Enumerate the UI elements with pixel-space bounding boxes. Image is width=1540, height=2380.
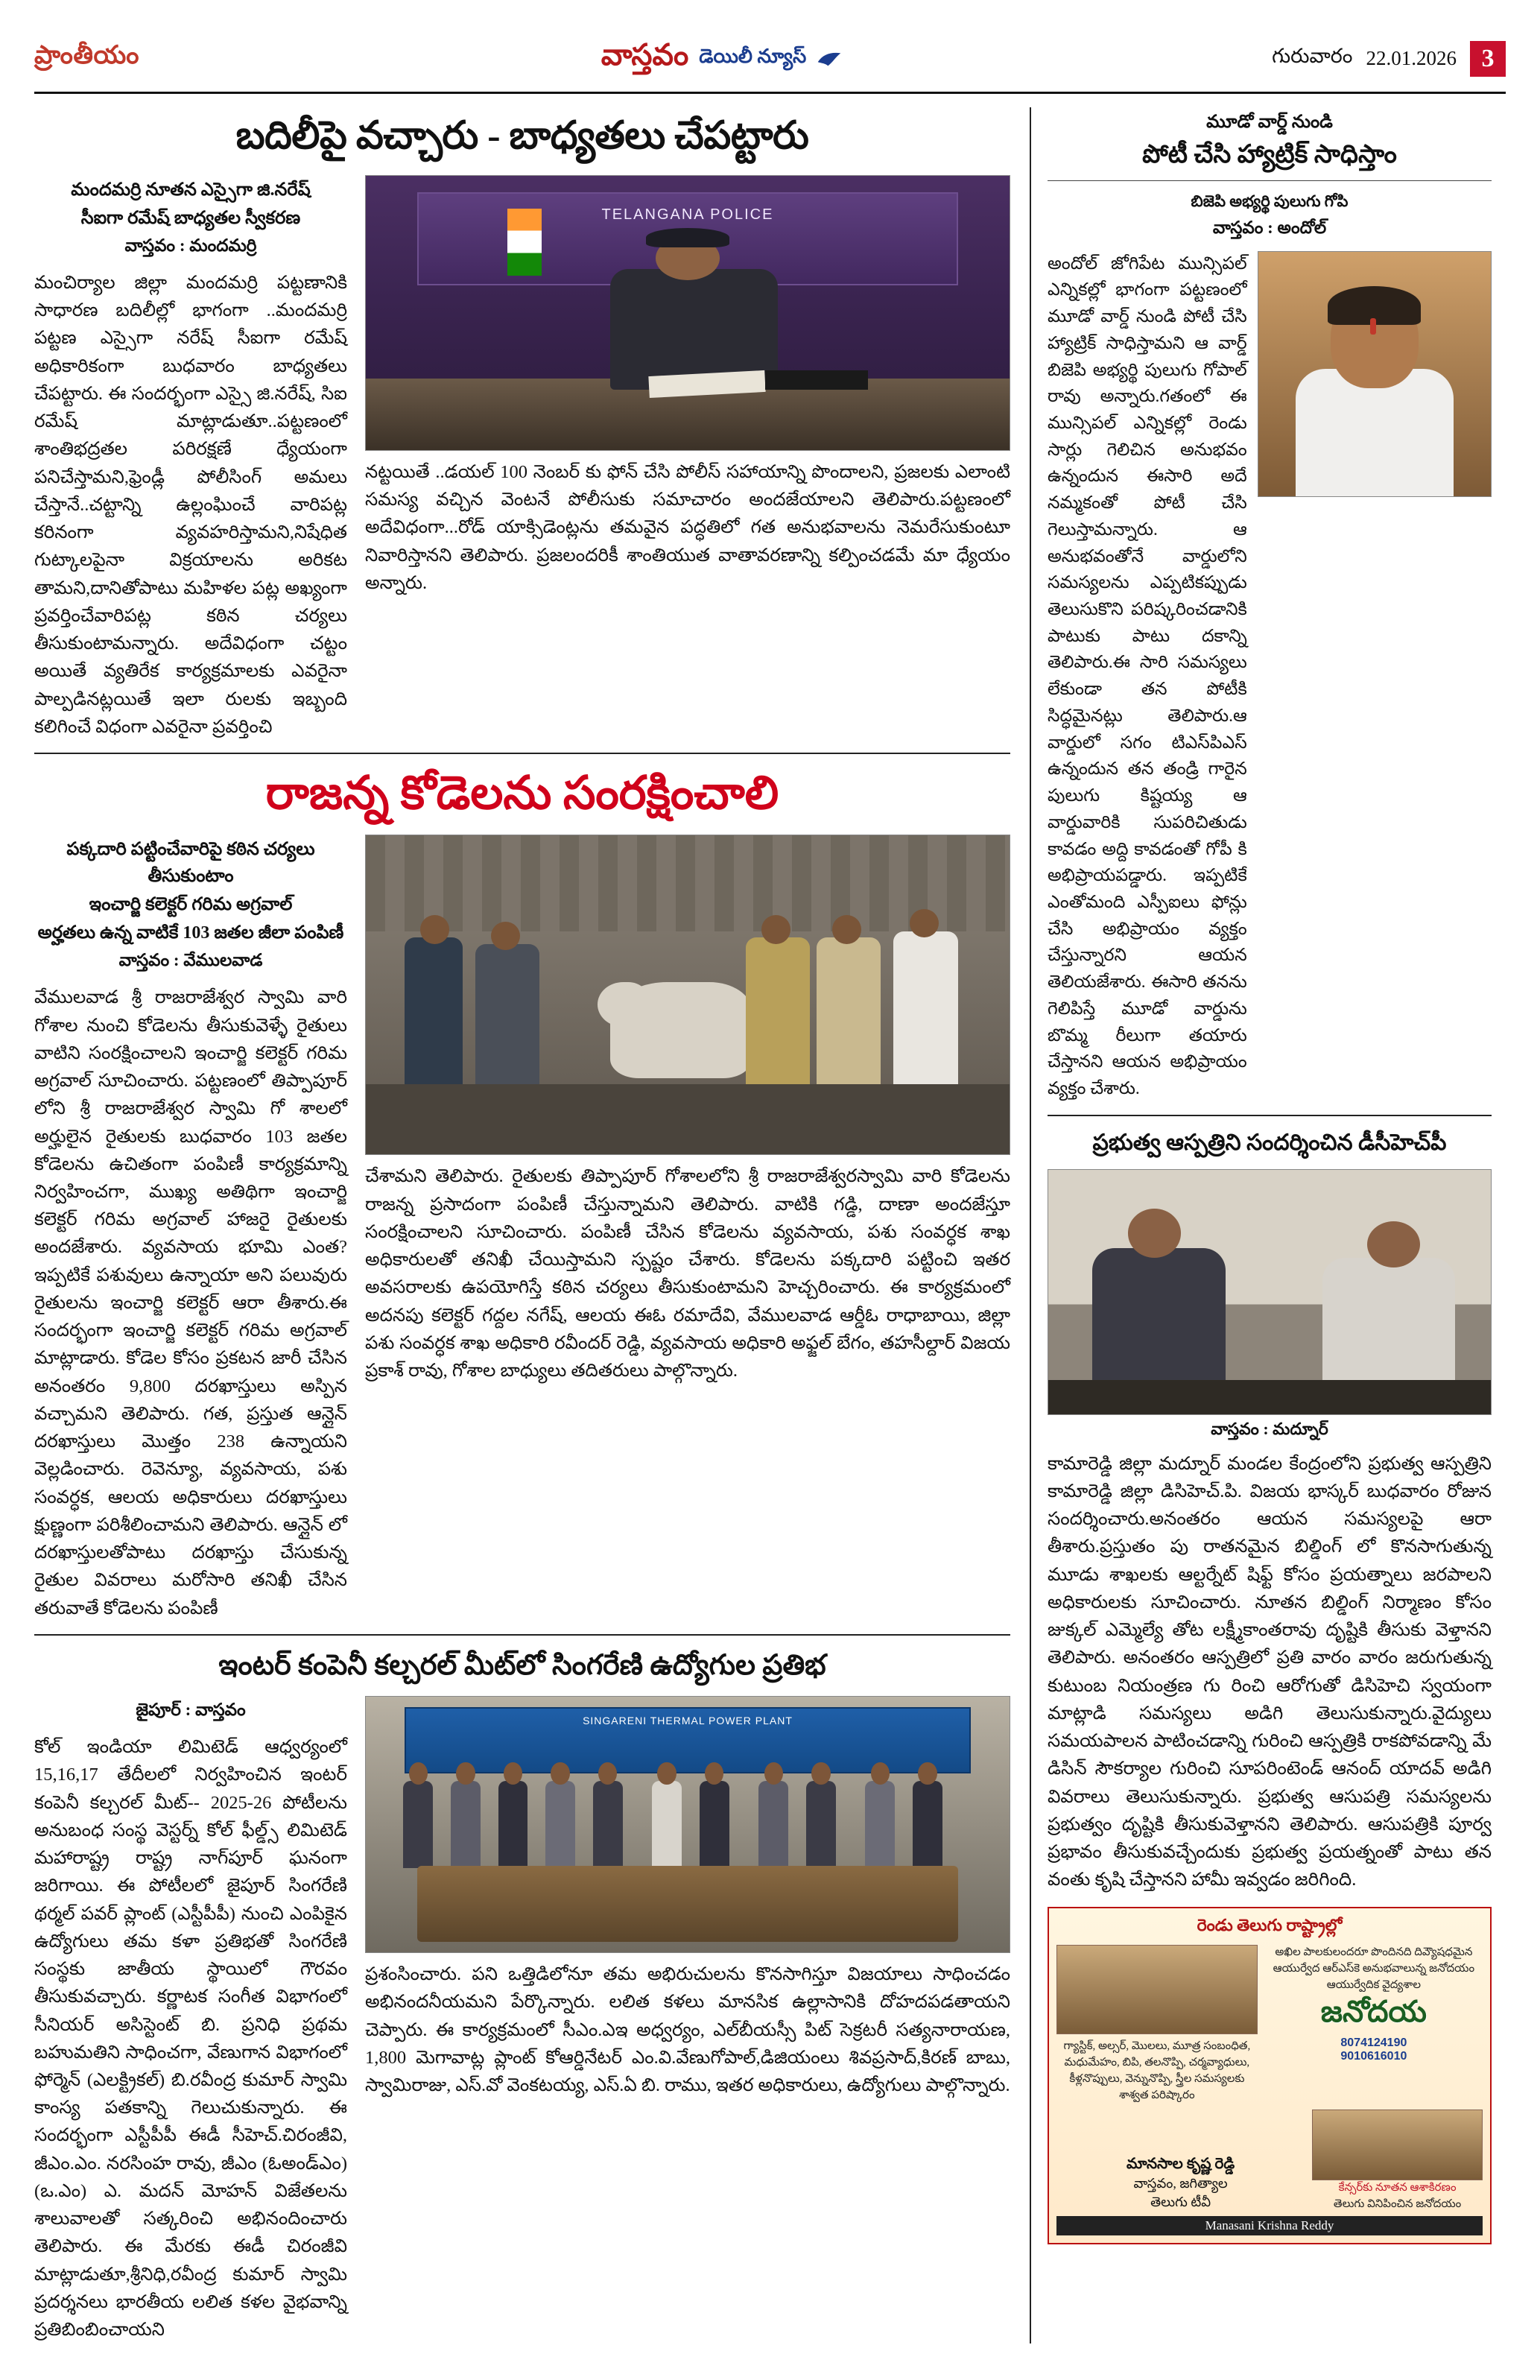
photo-banner-text: TELANGANA POLICE <box>601 206 774 224</box>
article-cultural-meet <box>34 1648 1010 2344</box>
article1-left-column <box>34 175 347 741</box>
article2-byline: వాస్తవం : వేములవాడ <box>118 951 263 970</box>
article3-left-column <box>34 1696 347 2343</box>
article2-kicker-3: అర్హతలు ఉన్న వాటికే 103 జతల జీలా పంపిణీ <box>37 923 344 943</box>
bird-icon <box>817 49 842 69</box>
article5-body: కామారెడ్డి జిల్లా మద్నూర్ మండల కేంద్రంలోని ప్రభుత్వ ఆస్పత్రిని కామారెడ్డి జిల్లా డిసిహెచ్.పి. విజయ భాస్కర్ బుధవారం రోజున సందర్శించారు.అనంతరం ఆయన సమస్యలపై ఆరా తీశారు.ప్రస్తుతం పు రాతనమైన బిల్డింగ్ లో కొనసాగుతున్న మూడు శాఖలకు ఆల్టర్నేట్ షిఫ్ట్ కోసం ప్రయత్నాలు జరపాలని అధికారులకు సూచించారు. నూతన బిల్డింగ్ నిర్మాణం కోసం జుక్కల్ ఎమ్మెల్యే తోట లక్ష్మీకాంతరావు దృష్టికి తీసుకు వెళ్తానని తెలిపారు. అనంతరం ఆస్పత్రిలో ప్రతి వారం వారం జరుగుతున్న కుటుంబ నియంత్రణ గు రించి ఆరోగుతో డిసిహెచి స్వయంగా మాట్లాడి సమస్యలు అడిగి తెలుసుకున్నారు.వైద్యులు సమయపాలన పాటించడాన్ని గురించి ఆస్పత్రికి రాకపోవడాన్ని మే డిసిన్ సౌకర్యాల గురించి సూపరింటెండ్ ఆనంద్ యాదవ్ అడిగి వివరాలు తెలుసుకున్నారు. ప్రభుత్వ ఆసుపత్రి సమస్యలను ప్రభుత్వం దృష్టికి తీసుకువెళ్తానని తెలిపారు. ఆసుపత్రికి పూర్వ ప్రభావం తీసుకువచ్చేందుకు ప్రభుత్వ ప్రయత్నంతో పాటు తన వంతు కృషి చేస్తానని హామీ ఇవ్వడం జరిగింది. <box>1048 1453 1492 1890</box>
ad-person-sub: వాస్తవం, జగిత్యాల <box>1133 2175 1228 2191</box>
article4-headline: పోటీ చేసి హ్యాట్రిక్ సాధిస్తాం <box>1142 141 1397 168</box>
article5-headline: ప్రభుత్వ ఆస్పత్రిని సందర్శించిన డీసీహెచ్‌పీ <box>1092 1130 1447 1155</box>
police-officer-desk-photo <box>365 175 1010 451</box>
article1-body-right: నట్టయితే ..డయల్ 100 నెంబర్ కు ఫోన్ చేసి పోలీస్ సహాయాన్ని పొందాలని, ప్రజలకు ఎలాంటి సమస్య వచ్చిన వెంటనే పోలీసుకు సమాచారం అందజేయాలని తెలిపారు.పట్టణంలో అదేవిధంగా...రోడ్ యాక్సిడెంట్లను తమవైన పద్ధతిలో గత అనుభవాలను నెమరేసుకుంటూ నివారిస్తానని తెలిపారు. ప్రజలందరికీ శాంతియుత వాతావరణాన్ని కల్పించడమే మా ధ్యేయం అన్నారు. <box>365 462 1010 593</box>
hospital-visit-photo <box>1048 1169 1492 1415</box>
masthead-title-group <box>258 37 1185 80</box>
main-column <box>34 107 1010 2343</box>
ad-tagline: తెలుగు టీవీ <box>1150 2194 1211 2209</box>
ad-left-lines: గ్యాస్టిక్, అల్సర్, మొలలు, మూత్ర సంబంధిత, మధుమేహం, బిపి, తలనొప్పి, చర్మవ్యాధులు, కీళ్లనొప్పులు, వెన్నునొప్పి, స్త్రీల సమస్యలకు శాశ్వత పరిష్కారం <box>1063 2040 1251 2101</box>
newspaper-page <box>0 25 1540 2380</box>
article2-kicker-1: పక్కదారి పట్టించేవారిపై కఠిన చర్యలు తీసుకుంటాం <box>66 840 315 887</box>
ad-caption: Manasani Krishna Reddy <box>1056 2216 1483 2235</box>
publication-day: గురువారం <box>1272 44 1353 67</box>
masthead-meta <box>1185 41 1506 77</box>
divider-3 <box>1048 1115 1492 1116</box>
ad-brand-logo: జనోదయ <box>1320 1994 1427 2028</box>
section-label: ప్రాంతీయం <box>34 41 139 69</box>
ad-left-block <box>1056 1945 1258 2104</box>
article2-headline: రాజన్న కోడెలను సంరక్షించాలి <box>265 768 779 819</box>
article3-right-column <box>365 1696 1010 2343</box>
ad-right-block <box>1265 1945 1483 2104</box>
publication-date: 22.01.2026 <box>1366 47 1457 69</box>
article3-headline: ఇంటర్ కంపెనీ కల్చరల్ మీట్‌లో సింగరేణి ఉద్యోగుల ప్రతిభ <box>218 1649 826 1681</box>
article3-byline: జైపూర్ : వాస్తవం <box>136 1700 246 1720</box>
article1-right-column <box>365 175 1010 741</box>
article3-body-right: ప్రశంసించారు. పని ఒత్తిడిలోనూ తమ అభిరుచులను కొనసాగిస్తూ విజయాలు సాధించడం అభినందనీయమని పేర్కొన్నారు. లలిత కళలు మానసిక ఉల్లాసానికి దోహదపడతాయని చెప్పారు. ఈ కార్యక్రమంలో సీఎం.ఎఇ అధ్వర్యం, ఎల్‌బీయస్సీ పిట్ సెక్రటరీ సత్యనారాయణ, 1,800 మెగావాట్ల ప్లాంట్ కోఆర్డినేటర్ ఎం.వి.వేణుగోపాల్,డిజియంలు శివప్రసాద్,కిరణ్ బాబు, స్వామిరాజు, ఎస్.వో వెంకటయ్య, ఎస్.ఏ బి. రాము, ఇతర అధికారులు, ఉద్యోగులు పాల్గొన్నారు. <box>365 1964 1010 2096</box>
divider-2 <box>34 1634 1010 1636</box>
article-bjp-candidate <box>1048 109 1492 1103</box>
article2-kicker-2: ఇంచార్జి కలెక్టర్ గరిమ అగ్రవాల్ <box>89 895 293 915</box>
ad-right-lines: అఖిల పాలకులందరూ పొందినది దివ్యౌషధమైన ఆయుర్వేద ఆర్‌ఎస్‌కె అనుభవాలున్న జనోదయం ఆయుర్వేదిక వైద్యశాల <box>1273 1946 1475 1991</box>
article-hospital-visit <box>1048 1128 1492 1894</box>
advertisement-janodaya[interactable] <box>1048 1907 1492 2244</box>
page-number-badge: 3 <box>1470 41 1506 77</box>
masthead <box>34 25 1506 94</box>
paper-title: వాస్తవం <box>601 38 689 72</box>
article2-body-left: వేములవాడ శ్రీ రాజరాజేశ్వర స్వామి వారి గోశాల నుంచి కోడెలను తీసుకువెళ్ళే రైతులు వాటిని సంరక్షించాలని ఇంచార్జి కలెక్టర్ గరిమ అగ్రవాల్ సూచించారు. పట్టణంలో తిప్పాపూర్ లోని శ్రీ రాజరాజేశ్వర స్వామి గో శాలలో అర్హులైన రైతులకు బుధవారం 103 జతల కోడెలను ఉచితంగా పంపిణీ కార్యక్రమాన్ని నిర్వహించగా, ముఖ్య అతిథిగా ఇంచార్జి కలెక్టర్ గరిమ అగ్రవాల్ హాజరై రైతులకు అందజేశారు. వ్యవసాయ భూమి ఎంత? ఇప్పటికే పశువులు ఉన్నాయా అని పలువురు రైతులను ఇంచార్జి కలెక్టర్ ఆరా తీశారు.ఈ సందర్భంగా ఇంచార్జి కలెక్టర్ గరిమ అగ్రవాల్ మాట్లాడారు. కోడెల కోసం ప్రకటన జారీ చేసిన అనంతరం 9,800 దరఖాస్తులు అస్పిన వచ్చామని తెలిపారు. గత, ప్రస్తుత ఆన్లైన్ దరఖాస్తులు మొత్తం 238 ఉన్నాయని వెల్లడించారు. రెవెన్యూ, వ్యవసాయ, పశు సంవర్ధక, ఆలయ అధికారులు దరఖాస్తులు క్షుణ్ణంగా పరిశీలించామని తెలిపారు. ఆన్లైన్ లో దరఖాస్తులతోపాటు దరఖాస్తు చేసుకున్న రైతుల వివరాలు మరోసారి తనిఖీ చేసిన తరువాతే కోడెలను పంపిణీ <box>34 987 347 1618</box>
article1-kicker-2: సీఐగా రమేష్ బాధ్యతల స్వీకరణ <box>80 209 301 228</box>
article-police-transfer <box>34 112 1010 741</box>
article2-left-column <box>34 835 347 1621</box>
page-content <box>34 94 1506 2343</box>
ad-phone-1[interactable]: 8074124190 <box>1340 2036 1407 2049</box>
article4-kicker: మూడో వార్డ్ నుండి <box>1206 113 1333 132</box>
article3-body-left: కోల్ ఇండియా లిమిటెడ్ ఆధ్వర్యంలో 15,16,17 తేదీలలో నిర్వహించిన ఇంటర్ కంపెనీ కల్చరల్ మీట్-- 2025-26 పోటీలను అనుబంధ సంస్థ వెస్టర్న్ కోల్ ఫీల్డ్స్ లిమిటెడ్ మహారాష్ట్ర రాష్ట్ర నాగ్‌పూర్ ఘనంగా జరిగాయి. ఈ పోటీలలో జైపూర్ సింగరేణి థర్మల్ పవర్ ప్లాంట్ (ఎస్టీపీపీ) నుంచి ఎంపికైన ఉద్యోగులు తమ కళా ప్రతిభతో సింగరేణి సంస్థకు జాతీయ స్థాయిలో గౌరవం తీసుకువచ్చారు. కర్ణాటక సంగీత విభాగంలో సీనియర్ అసిస్టెంట్ బి. ప్రనిధి ప్రథమ బహుమతిని సాధించగా, వేణుగాన విభాగంలో ఫోర్మెన్ (ఎలక్ట్రికల్) బి.రవీంద్ర కుమార్ స్వామి కాంస్య పతకాన్ని గెలుచుకున్నారు. ఈ సందర్భంగా ఎస్టీపీపీ ఈడీ సీహెచ్.చిరంజీవి, జీఎం.ఎం. నరసింహ రావు, జీఎం (ఓఅండ్ఎం) (ఒ.ఎం) ఎ. మదన్ మోహన్ విజేతలను శాలువాలతో సత్కరించి అభినందించారు తెలిపారు. ఈ మేరకు ఈడీ చిరంజీవి మాట్లాడుతూ,శ్రీనిధి,రవీంద్ర కుమార్ స్వామి ప్రదర్శనలు భారతీయ లలిత కళల వైభవాన్ని ప్రతిబింబించాయని <box>34 1737 347 2341</box>
article1-headline: బదిలీపై వచ్చారు - బాధ్యతలు చేపట్టారు <box>235 115 809 157</box>
cow-distribution-photo <box>365 835 1010 1155</box>
bjp-candidate-portrait <box>1258 251 1492 497</box>
article1-byline: వాస్తవం : మందమర్రి <box>124 236 257 255</box>
paper-subtitle: డెయిలీ న్యూస్ <box>699 45 807 67</box>
article2-right-column <box>365 835 1010 1621</box>
divider-1 <box>34 753 1010 754</box>
article1-kicker-1: మందమర్రి నూతన ఎస్సైగా జి.నరేష్ <box>71 180 311 200</box>
article4-byline: వాస్తవం : అందోల్ <box>1212 218 1327 237</box>
ad-phone-2[interactable]: 9010616010 <box>1340 2049 1407 2063</box>
article1-body-left: మంచిర్యాల జిల్లా మందమర్రి పట్టణానికి సాధారణ బదిలీల్లో భాగంగా ..మందమర్రి పట్టణ ఎస్సైగా నరేష్ సీఐగా రమేష్ అధికారికంగా బుధవారం బాధ్యతలు చేపట్టారు. ఈ సందర్భంగా ఎస్సై జి.నరేష్, సిఐ రమేష్ మాట్లాడుతూ..పట్టణంలో శాంతిభద్రతల పరిరక్షణే ధ్యేయంగా పనిచేస్తామని,ఫ్రెండ్లీ పోలీసింగ్ అమలు చేస్తానే..చట్టాన్ని ఉల్లంఘించే వారిపట్ల కరినంగా వ్యవహరిస్తామని,నిషేధిత గుట్కాలపైనా విక్రయాలను అరికట తామని,దానితోపాటు మహిళల పట్ల అఖ్యంగా ప్రవర్తించేవారిపట్ల కఠిన చర్యలు తీసుకుంటామన్నారు. అదేవిధంగా చట్టం అయితే వ్యతిరేక కార్యక్రమాలకు ఎవరైనా పాల్పడినట్లయితే ఇలా రులకు ఇబ్బంది కలిగించే విధంగా ఎవరైనా ప్రవర్తించి <box>34 273 347 737</box>
article2-body-right: చేశామని తెలిపారు. రైతులకు తిప్పాపూర్ గోశాలలోని శ్రీ రాజరాజేశ్వరస్వామి వారి కోడెలను రాజన్న ప్రసాదంగా పంపిణీ చేస్తున్నామని తెలిపారు. వాటికి గడ్డి, దాణా అందజేస్తూ సంరక్షించాలని సూచించారు. పంపిణీ చేసిన కోడెలను వ్యవసాయ, పశు సంవర్ధక శాఖ అధికారులతో తనిఖీ చేయిస్తామని స్పష్టం చేశారు. కోడెలను పక్కదారి పట్టించి ఇతర అవసరాలకు ఉపయోగిస్తే కఠిన చర్యలు తీసుకుంటామని హెచ్చరించారు. ఈ కార్యక్రమంలో అదనపు కలెక్టర్ గద్దల నగేష్, ఆలయ ఈఓ రమాదేవి, వేములవాడ ఆర్డీఓ రాధాబాయి, జిల్లా పశు సంవర్ధక శాఖ అధికారి రవీందర్ రెడ్డి, వ్యవసాయ అధికారి అఫ్జల్ బేగం, తహసీల్దార్ విజయ ప్రకాశ్ రావు, గోశాల బాధ్యులు తదితరులు పాల్గొన్నారు. <box>365 1166 1010 1382</box>
ad-top-line: రెండు తెలుగు రాష్ట్రాల్లో <box>1197 1916 1343 1935</box>
ad-promo: కేన్సర్‌కు నూతన ఆశాకిరణం <box>1338 2182 1457 2194</box>
article4-body: అందోల్ జోగిపేట మున్సిపల్ ఎన్నికల్లో భాగంగా పట్టణంలో మూడో వార్డ్ నుండి పోటీ చేసి హ్యాట్రిక్ సాధిస్తామని ఆ వార్డ్ బిజెపి అభ్యర్థి పులుగు గోపాల్ రావు అన్నారు.గతంలో ఈ మున్సిపల్ ఎన్నికల్లో రెండు సార్లు గెలిచిన అనుభవం ఉన్నందున ఈసారి అదే నమ్మకంతో పోటీ చేసి గెలుస్తామన్నారు. ఆ అనుభవంతోనే వార్డులోని సమస్యలను ఎప్పటికప్పుడు తెలుసుకొని పరిష్కరించడానికి పాటుకు పాటు దకాన్ని తెలిపారు.ఈ సారి సమస్యలు లేకుండా తన పోటీకి సిద్ధమైనట్లు తెలిపారు.ఆ వార్డులో సగం టిఎస్‌పిఎస్ ఉన్నందున తన తండ్రి గారైన పులుగు కిష్టయ్య ఆ వార్డువారికి సుపరిచితుడు కావడం అద్ది కావడంతో గోపీ కి అభిప్రాయపడ్డారు. ఇప్పటికే ఎంతోమంది ఎస్పీఐలు ఫోన్లు చేసి అభిప్రాయం వ్యక్తం చేస్తున్నారని ఆయన తెలియజేశారు. ఈసారి తనను గెలిపిస్తే మూడో వార్డును బొమ్మ రీలుగా తయారు చేస్తానని ఆయన అభిప్రాయం వ్యక్తం చేశారు. <box>1048 253 1247 1098</box>
ad-person-photo <box>1312 2110 1483 2180</box>
ad-person-name: మానసాల కృష్ణ రెడ్డి <box>1127 2155 1235 2172</box>
article4-sub: బిజెపి అభ్యర్థి పులుగు గోపి <box>1191 192 1349 211</box>
article5-photo-caption: వాస్తవం : మద్నూర్ <box>1211 1419 1328 1438</box>
ad-product-photo <box>1056 1945 1258 2034</box>
article-cow-distribution <box>34 766 1010 1622</box>
ad-promo-sub: తెలుగు వినిపించిన జనోదయం <box>1333 2198 1462 2211</box>
right-column <box>1030 107 1492 2343</box>
cultural-meet-hall-photo: SINGARENI THERMAL POWER PLANT <box>365 1696 1010 1953</box>
